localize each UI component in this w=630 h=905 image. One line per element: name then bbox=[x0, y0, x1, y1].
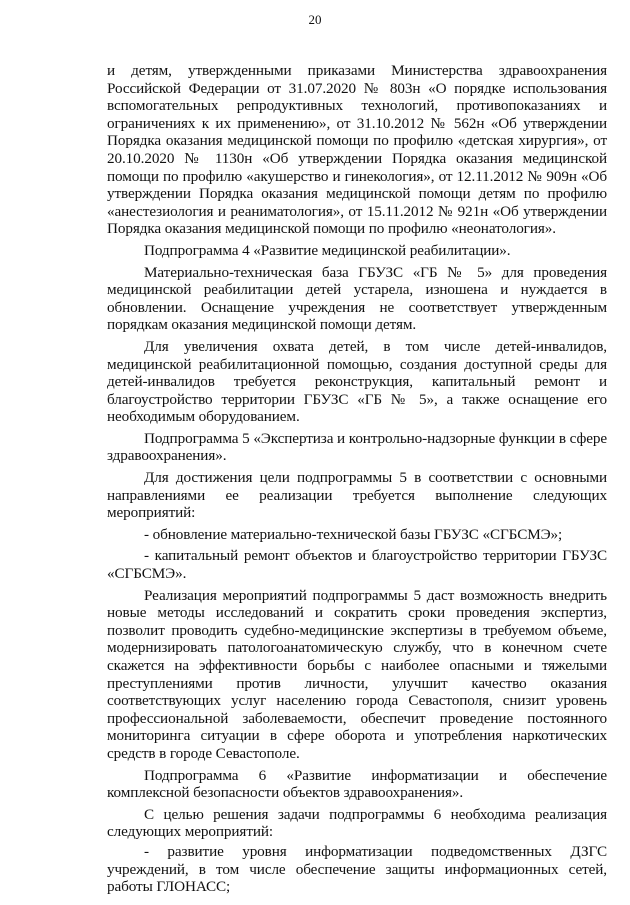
paragraph-subprogram-4-title: Подпрограмма 4 «Развитие медицинской реабилитации». bbox=[144, 241, 511, 259]
paragraph-order-references: и детям, утвержденными приказами Министерства здравоохранения Российской Федерации от 31.07.2020 № 803н «О порядке использования вспомогательных репродуктивных технологий, противопоказаниях и ограничениях к их применению», от 31.10.2012 № 562н «Об утверждении Порядка оказания медицинской помощи по профилю «детская хирургия», от 20.10.2020 № 1130н «Об утверждении Порядка оказания медицинской помощи по профилю «акушерство и гинекология», от 12.11.2012 № 909н «Об утверждении Порядка оказания медицинской помощи детям по профилю «анестезиология и реаниматология», от 15.11.2012 № 921н «Об утверждении Порядка оказания медицинской помощи по профилю «неонатология». bbox=[107, 62, 607, 238]
paragraph-subprogram-5-effects: Реализация мероприятий подпрограммы 5 даст возможность внедрить новые методы исследований и сократить сроки проведения экспертиз, позволит проводить судебно-медицинские экспертизы в требуемом объеме, модернизировать патологоанатомическую службу, что в конечном счете скажется на эффективности борьбы с наиболее опасными и тяжелыми преступлениями против личности, улучшит качество оказания соответствующих услуг населению города Севастополя, снизит уровень профессиональной заболеваемости, обеспечит проведение постоянного мониторинга ситуации в сфере оборота и употребления наркотических средств в городе Севастополе. bbox=[107, 586, 607, 762]
list-item-equipment-update: - обновление материально-технической базы ГБУЗС «СГБСМЭ»; bbox=[144, 525, 563, 543]
paragraph-rehab-coverage: Для увеличения охвата детей, в том числе детей-инвалидов, медицинской реабилитационной помощью, создания доступной среды для детей-инвалидов требуется реконструкция, капитальный ремонт и благоустройство территории ГБУЗС «ГБ № 5», а также оснащение его необходимым оборудованием. bbox=[107, 337, 607, 426]
list-item-informatization: - развитие уровня информатизации подведомственных ДЗГС учреждений, в том числе обеспечение защиты информационных сетей, работы ГЛОНАСС; bbox=[107, 842, 607, 896]
document-body bbox=[107, 62, 607, 900]
page-number: 20 bbox=[308, 12, 322, 27]
paragraph-subprogram-6-title: Подпрограмма 6 «Развитие информатизации и обеспечение комплексной безопасности объектов здравоохранения». bbox=[107, 766, 607, 802]
paragraph-subprogram-5-title: Подпрограмма 5 «Экспертиза и контрольно-надзорные функции в сфере здравоохранения». bbox=[107, 429, 607, 465]
paragraph-subprogram-5-goal: Для достижения цели подпрограммы 5 в соответствии с основными направлениями ее реализации требуется выполнение следующих мероприятий: bbox=[107, 469, 607, 522]
paragraph-subprogram-6-tasks: С целью решения задачи подпрограммы 6 необходима реализация следующих мероприятий: bbox=[107, 805, 607, 841]
list-item-capital-repair: - капитальный ремонт объектов и благоустройство территории ГБУЗС «СГБСМЭ». bbox=[107, 547, 607, 583]
paragraph-rehab-base: Материально-техническая база ГБУЗС «ГБ № 5» для проведения медицинской реабилитации детей устарела, изношена и нуждается в обновлении. Оснащение учреждения не соответствует утвержденным порядкам оказания медицинской помощи детям. bbox=[107, 263, 607, 334]
